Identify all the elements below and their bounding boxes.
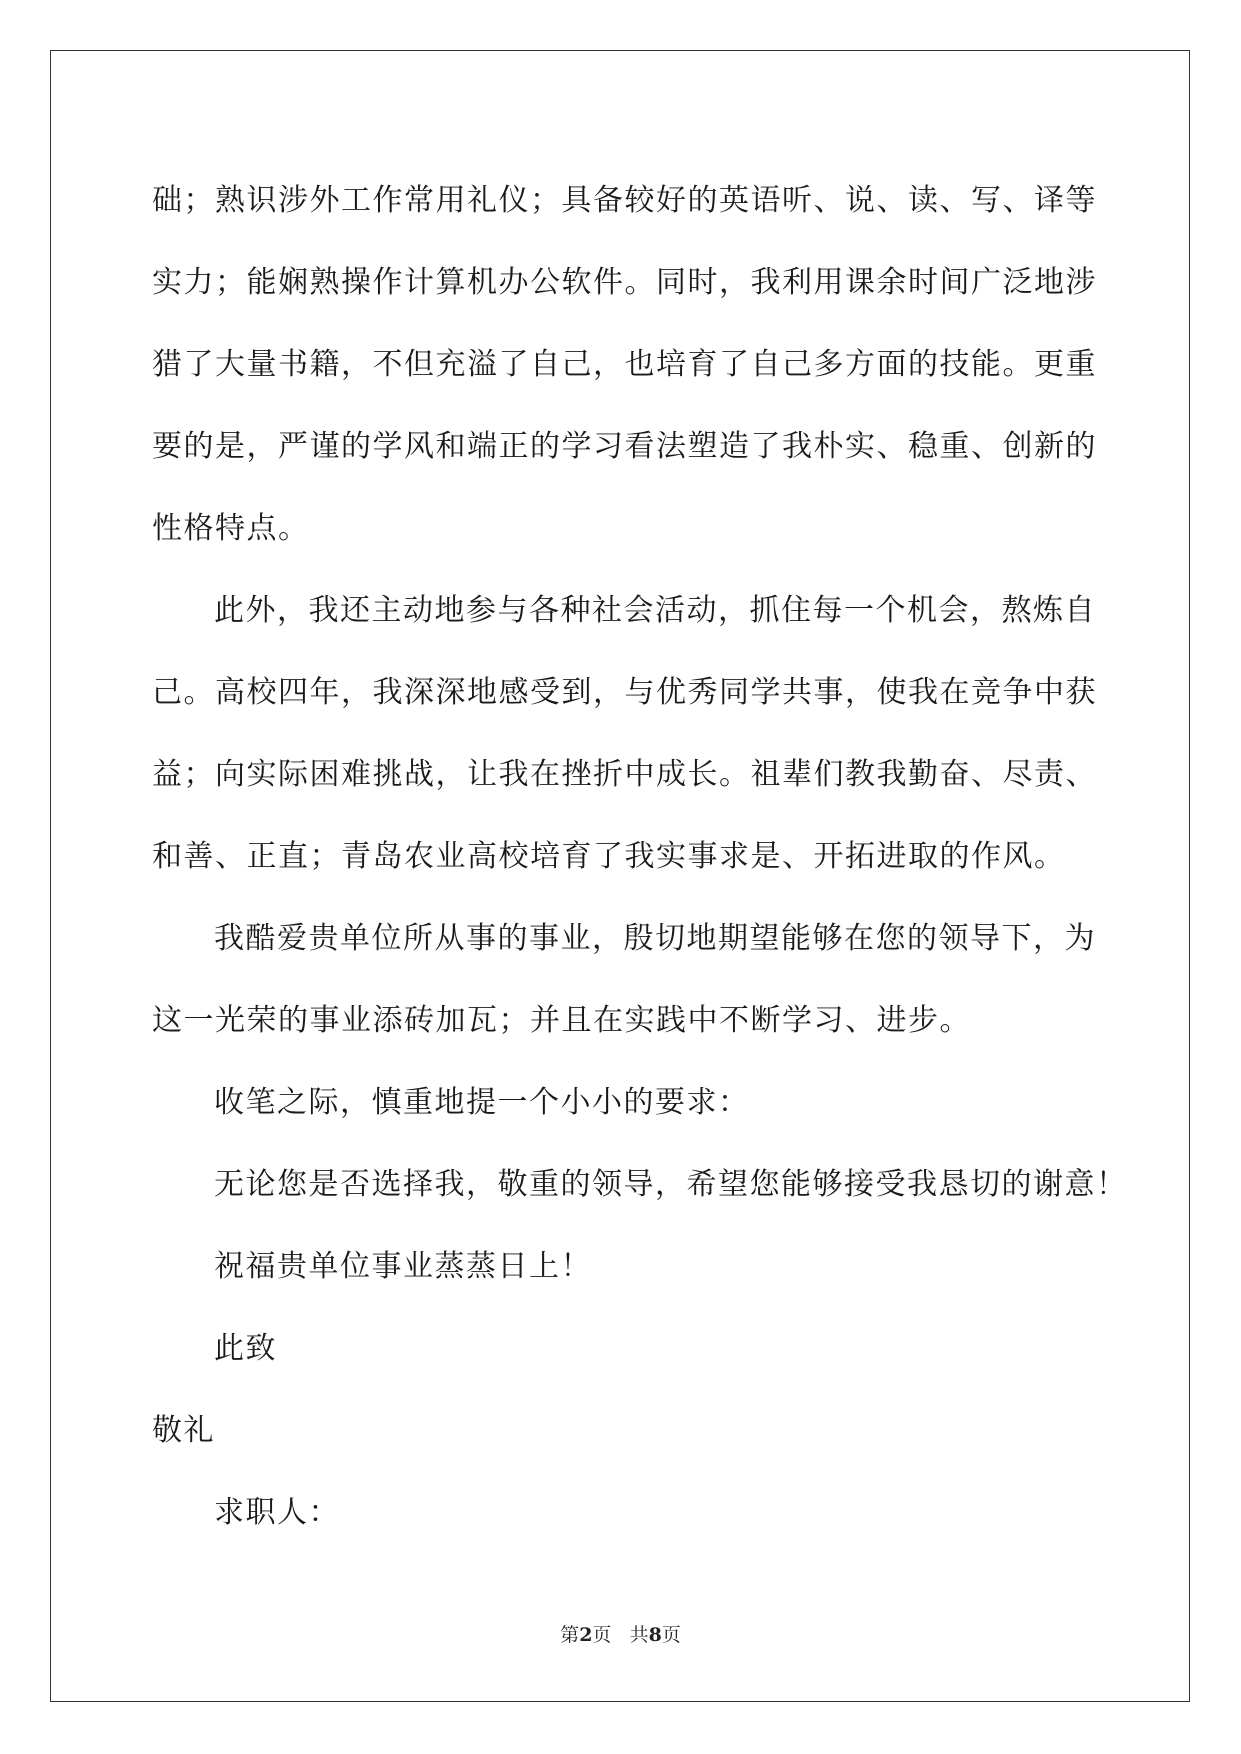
document-body bbox=[152, 160, 1128, 1554]
page-suffix: 页 bbox=[592, 1624, 612, 1646]
page-prefix: 第 bbox=[560, 1624, 580, 1646]
text-line: 础；熟识涉外工作常用礼仪；具备较好的英语听、说、读、写、译等 bbox=[152, 183, 1097, 218]
applicant-signature-label: 求职人： bbox=[214, 1495, 340, 1530]
text-line: 实力；能娴熟操作计算机办公软件。同时，我利用课余时间广泛地涉 bbox=[152, 265, 1097, 300]
total-suffix: 页 bbox=[661, 1624, 681, 1646]
text-line: 祝福贵单位事业蒸蒸日上！ bbox=[214, 1249, 592, 1284]
text-line: 这一光荣的事业添砖加瓦；并且在实践中不断学习、进步。 bbox=[152, 1003, 971, 1038]
text-line: 此外，我还主动地参与各种社会活动，抓住每一个机会，熬炼自 bbox=[214, 593, 1096, 628]
text-line: 性格特点。 bbox=[152, 511, 310, 546]
text-line: 己。高校四年，我深深地感受到，与优秀同学共事，使我在竞争中获 bbox=[152, 675, 1097, 710]
page-footer bbox=[0, 1620, 1241, 1647]
text-line: 我酷爱贵单位所从事的事业，殷切地期望能够在您的领导下，为 bbox=[214, 921, 1096, 956]
text-line: 收笔之际，慎重地提一个小小的要求： bbox=[214, 1085, 750, 1120]
closing-salutation: 此致 bbox=[214, 1331, 277, 1366]
text-line: 益；向实际困难挑战，让我在挫折中成长。祖辈们教我勤奋、尽责、 bbox=[152, 757, 1097, 792]
closing-regards: 敬礼 bbox=[152, 1413, 215, 1448]
text-line: 要的是，严谨的学风和端正的学习看法塑造了我朴实、稳重、创新的 bbox=[152, 429, 1097, 464]
total-pages: 8 bbox=[648, 1624, 662, 1646]
text-line: 无论您是否选择我，敬重的领导，希望您能够接受我恳切的谢意！ bbox=[214, 1167, 1128, 1202]
page-number: 2 bbox=[579, 1624, 593, 1646]
text-line: 和善、正直；青岛农业高校培育了我实事求是、开拓进取的作风。 bbox=[152, 839, 1066, 874]
total-prefix: 共 bbox=[629, 1624, 649, 1646]
text-line: 猎了大量书籍，不但充溢了自己，也培育了自己多方面的技能。更重 bbox=[152, 347, 1097, 382]
